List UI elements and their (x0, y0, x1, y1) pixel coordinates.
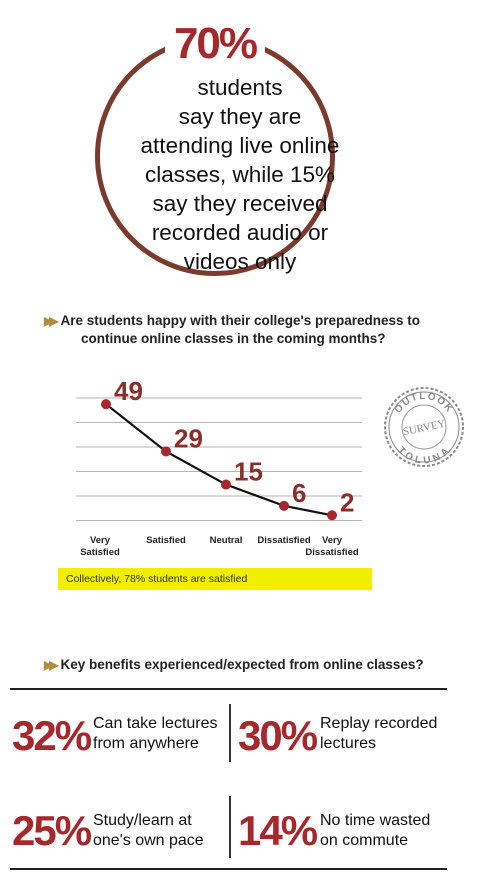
benefit-line: Study/learn at (93, 812, 192, 829)
data-point (327, 510, 337, 520)
data-point (161, 446, 171, 456)
data-point (221, 480, 231, 490)
benefit-text (93, 714, 233, 754)
chart-gridlines (76, 398, 362, 521)
benefit-line: lectures (320, 735, 377, 752)
headline-line: classes, while 15% (144, 162, 336, 187)
benefit-line: Can take lectures (93, 715, 218, 732)
data-label: 6 (292, 477, 307, 508)
benefit-percent: 14% (238, 807, 317, 854)
question-benefits (44, 656, 464, 674)
divider-top (10, 688, 447, 690)
data-label: 49 (114, 376, 143, 407)
headline-line: students (197, 75, 283, 100)
benefit-line: from anywhere (93, 735, 199, 752)
x-tick-label: Very Dissatisfied (305, 535, 359, 558)
headline-line: attending live online (140, 133, 340, 158)
stamp-top-text: OUTLOOK (392, 390, 456, 416)
double-arrow-icon: ▶▶ (44, 314, 55, 328)
x-tick-label: Very Satisfied (80, 535, 120, 558)
x-tick-label: Dissatisfied (257, 535, 311, 546)
question-text: Key benefits experienced/expected from online classes? (60, 657, 424, 672)
data-label: 15 (234, 456, 263, 487)
benefit-line: No time wasted (320, 812, 431, 829)
question-satisfaction (44, 312, 464, 348)
benefit-percent: 32% (12, 712, 91, 759)
benefit-line: on commute (320, 832, 409, 849)
x-tick-label: Neutral (209, 535, 243, 546)
benefit-text (93, 811, 233, 851)
x-tick-label: Satisfied (146, 535, 186, 546)
benefit-line: Replay recorded (320, 715, 438, 732)
data-label: 2 (340, 487, 355, 518)
benefit-percent: 25% (12, 807, 91, 854)
data-label: 29 (174, 423, 203, 454)
headline-line: say they are (178, 104, 302, 129)
question-line: continue online classes in the coming months? (81, 331, 386, 346)
question-line: Are students happy with their college's preparedness to (60, 313, 421, 328)
data-point (279, 501, 289, 511)
benefit-line: one's own pace (93, 832, 204, 849)
headline-line: videos only (183, 249, 297, 274)
outlook-survey-stamp (383, 386, 465, 468)
headline-line: say they received (152, 191, 328, 216)
satisfaction-line-chart (0, 360, 380, 560)
benefit-text (320, 811, 460, 851)
divider-bottom (10, 868, 447, 870)
double-arrow-icon: ▶▶ (44, 658, 55, 672)
benefit-text (320, 714, 460, 754)
summary-note: Collectively, 78% students are satisfied (58, 568, 372, 590)
stamp-middle-text: SURVEY (401, 417, 447, 439)
benefit-percent: 30% (238, 712, 317, 759)
data-point (101, 399, 111, 409)
headline-text (130, 73, 350, 276)
headline-percent: 70% (165, 18, 265, 70)
chart-x-tick-labels (80, 535, 359, 558)
stamp-bottom-text: TOLUNA (395, 445, 453, 467)
headline-line: recorded audio or (151, 220, 329, 245)
